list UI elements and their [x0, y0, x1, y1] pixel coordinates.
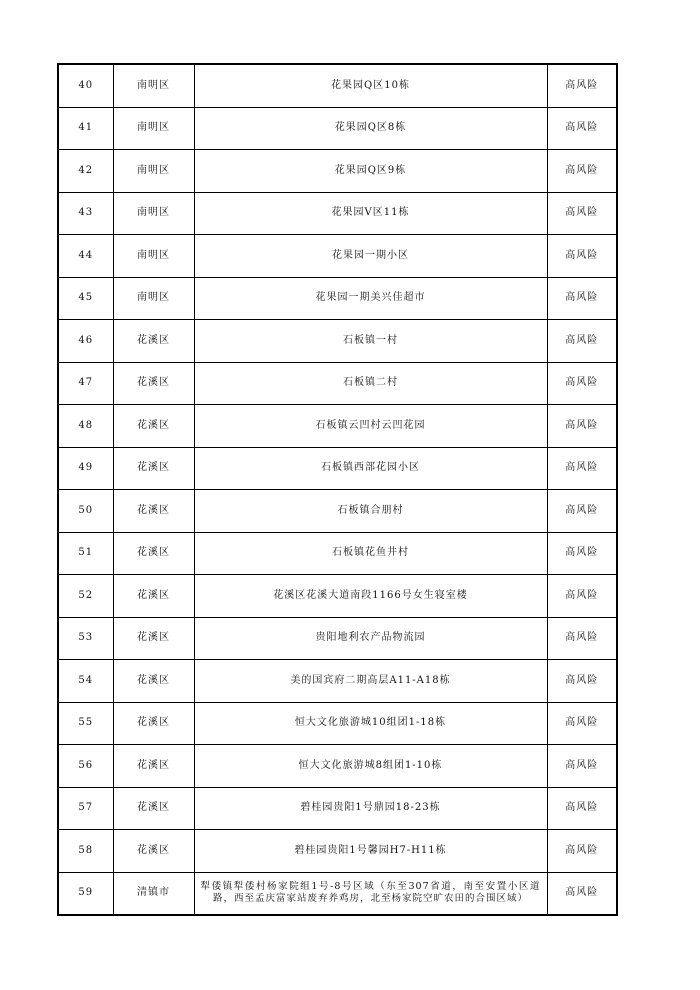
risk-level-cell: 高风险: [547, 107, 617, 150]
row-number-cell: 44: [58, 235, 113, 278]
row-number-cell: 40: [58, 64, 113, 107]
district-cell: 花溪区: [113, 617, 194, 660]
address-cell: 花果园V区11栋: [194, 192, 547, 235]
district-cell: 南明区: [113, 192, 194, 235]
address-cell: 花果园一期小区: [194, 235, 547, 278]
address-cell: 石板镇合朋村: [194, 490, 547, 533]
address-cell: 恒大文化旅游城10组团1-18栋: [194, 702, 547, 745]
risk-level-cell: 高风险: [547, 277, 617, 320]
address-cell: 花溪区花溪大道南段1166号女生寝室楼: [194, 575, 547, 618]
table-row: [58, 320, 617, 363]
risk-level-cell: 高风险: [547, 405, 617, 448]
risk-level-cell: 高风险: [547, 362, 617, 405]
district-cell: 花溪区: [113, 745, 194, 788]
table-row: [58, 64, 617, 107]
risk-level-cell: 高风险: [547, 532, 617, 575]
table-row: [58, 447, 617, 490]
risk-level-cell: 高风险: [547, 660, 617, 703]
risk-level-cell: 高风险: [547, 192, 617, 235]
address-cell: 碧桂园贵阳1号馨园H7-H11栋: [194, 830, 547, 873]
table-row: [58, 490, 617, 533]
row-number-cell: 49: [58, 447, 113, 490]
address-cell: 花果园Q区8栋: [194, 107, 547, 150]
table-row: [58, 787, 617, 830]
district-cell: 花溪区: [113, 405, 194, 448]
risk-level-cell: 高风险: [547, 617, 617, 660]
row-number-cell: 46: [58, 320, 113, 363]
address-cell: 贵阳地利农产品物流园: [194, 617, 547, 660]
row-number-cell: 43: [58, 192, 113, 235]
table-row: [58, 532, 617, 575]
table-row: [58, 872, 617, 915]
address-cell: 碧桂园贵阳1号鼎园18-23栋: [194, 787, 547, 830]
table-row: [58, 192, 617, 235]
row-number-cell: 47: [58, 362, 113, 405]
district-cell: 南明区: [113, 64, 194, 107]
row-number-cell: 58: [58, 830, 113, 873]
district-cell: 花溪区: [113, 830, 194, 873]
address-cell: 犁倭镇犁倭村杨家院组1号-8号区域（东至307省道，南至安置小区道路，西至孟庆富家站废弃养鸡房，北至杨家院空旷农田的合围区域）: [194, 872, 547, 915]
district-cell: 花溪区: [113, 532, 194, 575]
row-number-cell: 45: [58, 277, 113, 320]
risk-level-cell: 高风险: [547, 830, 617, 873]
table-row: [58, 362, 617, 405]
risk-level-cell: 高风险: [547, 702, 617, 745]
address-cell: 石板镇云凹村云凹花园: [194, 405, 547, 448]
row-number-cell: 41: [58, 107, 113, 150]
table-row: [58, 150, 617, 193]
row-number-cell: 51: [58, 532, 113, 575]
risk-level-cell: 高风险: [547, 447, 617, 490]
district-cell: 南明区: [113, 235, 194, 278]
table-row: [58, 575, 617, 618]
address-cell: 美的国宾府二期高层A11-A18栋: [194, 660, 547, 703]
risk-level-cell: 高风险: [547, 64, 617, 107]
table-row: [58, 277, 617, 320]
table-row: [58, 617, 617, 660]
row-number-cell: 55: [58, 702, 113, 745]
risk-area-table: [57, 63, 618, 916]
risk-level-cell: 高风险: [547, 490, 617, 533]
address-cell: 石板镇西部花园小区: [194, 447, 547, 490]
row-number-cell: 50: [58, 490, 113, 533]
risk-level-cell: 高风险: [547, 787, 617, 830]
district-cell: 花溪区: [113, 447, 194, 490]
table-row: [58, 235, 617, 278]
district-cell: 南明区: [113, 277, 194, 320]
row-number-cell: 53: [58, 617, 113, 660]
risk-level-cell: 高风险: [547, 575, 617, 618]
address-cell: 花果园Q区9栋: [194, 150, 547, 193]
district-cell: 花溪区: [113, 660, 194, 703]
table-row: [58, 830, 617, 873]
risk-level-cell: 高风险: [547, 150, 617, 193]
district-cell: 花溪区: [113, 362, 194, 405]
district-cell: 花溪区: [113, 702, 194, 745]
risk-level-cell: 高风险: [547, 872, 617, 915]
table-row: [58, 702, 617, 745]
table-row: [58, 660, 617, 703]
address-cell: 石板镇一村: [194, 320, 547, 363]
table-row: [58, 107, 617, 150]
district-cell: 花溪区: [113, 320, 194, 363]
row-number-cell: 42: [58, 150, 113, 193]
risk-table-body: [58, 64, 617, 915]
row-number-cell: 59: [58, 872, 113, 915]
address-cell: 石板镇二村: [194, 362, 547, 405]
address-cell: 花果园一期美兴佳超市: [194, 277, 547, 320]
table-row: [58, 405, 617, 448]
district-cell: 南明区: [113, 107, 194, 150]
address-cell: 恒大文化旅游城8组团1-10栋: [194, 745, 547, 788]
address-cell: 花果园Q区10栋: [194, 64, 547, 107]
row-number-cell: 57: [58, 787, 113, 830]
row-number-cell: 54: [58, 660, 113, 703]
risk-level-cell: 高风险: [547, 235, 617, 278]
risk-level-cell: 高风险: [547, 320, 617, 363]
district-cell: 花溪区: [113, 575, 194, 618]
district-cell: 花溪区: [113, 787, 194, 830]
address-cell: 石板镇花鱼井村: [194, 532, 547, 575]
district-cell: 南明区: [113, 150, 194, 193]
district-cell: 花溪区: [113, 490, 194, 533]
district-cell: 清镇市: [113, 872, 194, 915]
row-number-cell: 48: [58, 405, 113, 448]
row-number-cell: 56: [58, 745, 113, 788]
table-row: [58, 745, 617, 788]
risk-level-cell: 高风险: [547, 745, 617, 788]
row-number-cell: 52: [58, 575, 113, 618]
